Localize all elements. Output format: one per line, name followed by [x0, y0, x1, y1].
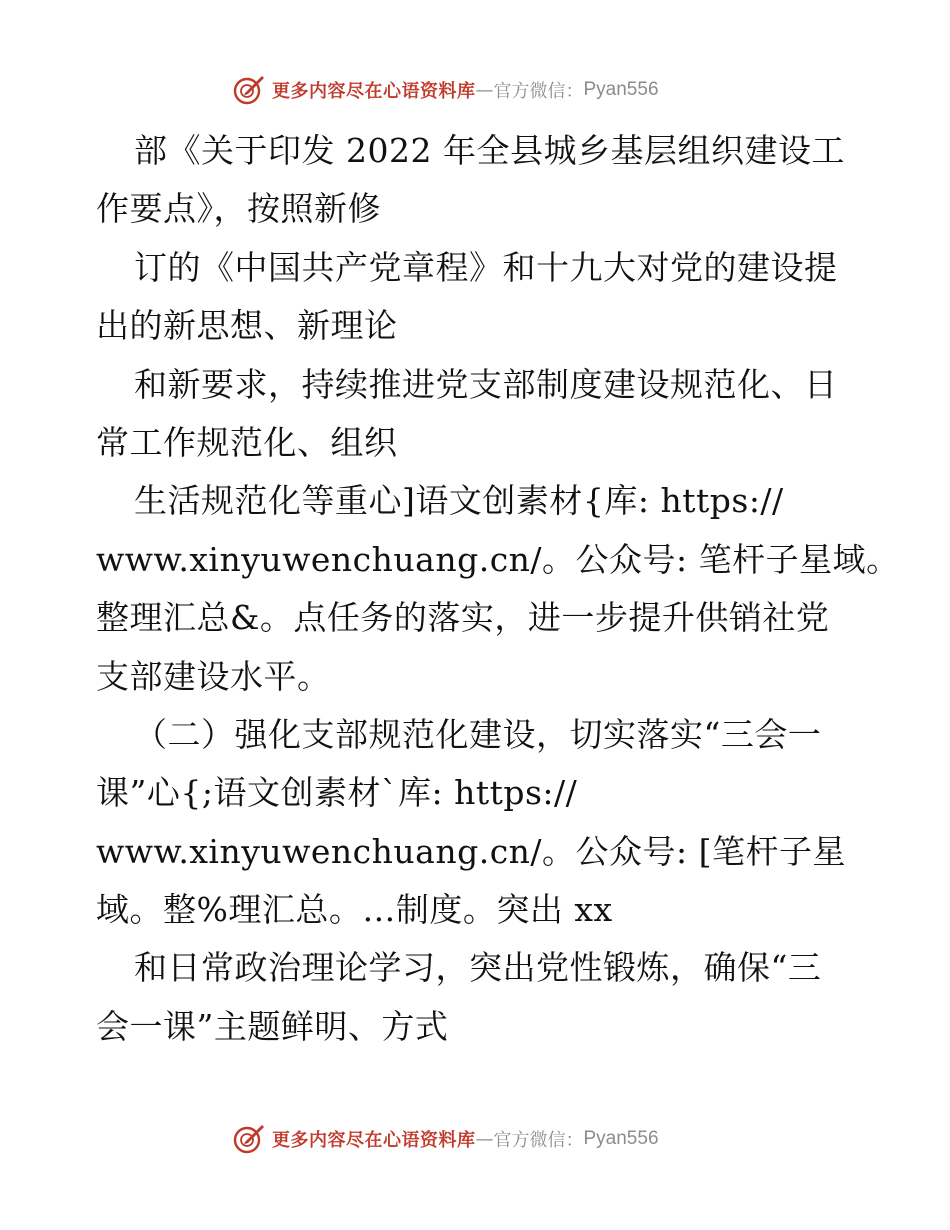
- text-line: 支部建设水平。: [96, 656, 331, 696]
- text-line: 和新要求，持续推进党支部制度建设规范化、日: [134, 364, 838, 404]
- document-body: [96, 122, 900, 1056]
- text-line: 课”心{;语文创素材`库: https://: [96, 773, 578, 813]
- footer-official-label: 官方微信：: [493, 1130, 584, 1151]
- header-separator: —: [475, 79, 494, 101]
- text-line: 出的新思想、新理论: [96, 306, 398, 346]
- header-brand-text: 更多内容尽在心语资料库: [272, 81, 476, 102]
- text-line: 会一课”主题鲜明、方式: [96, 1006, 449, 1046]
- text-line: 域。整%理汇总。…制度。突出 xx: [96, 890, 613, 930]
- footer-watermark: [232, 1122, 659, 1156]
- header-watermark: [232, 73, 659, 107]
- text-line: www.xinyuwenchuang.cn/。公众号: 笔杆子星域。: [96, 539, 900, 579]
- text-line: 整理汇总&。点任务的落实，进一步提升供销社党: [96, 598, 830, 638]
- text-line: 和日常政治理论学习，突出党性锻炼，确保“三: [134, 948, 822, 988]
- footer-separator: —: [475, 1128, 494, 1150]
- quill-pen-logo-icon: [232, 1122, 266, 1156]
- text-line: 部《关于印发 2022 年全县城乡基层组织建设工: [134, 131, 845, 170]
- text-line: （二）强化支部规范化建设，切实落实“三会一: [134, 714, 822, 754]
- text-line: 订的《中国共产党章程》和十九大对党的建设提: [134, 247, 838, 287]
- quill-pen-logo-icon: [232, 73, 266, 107]
- footer-wechat-id: Pyan556: [583, 1128, 659, 1149]
- header-official-label: 官方微信：: [493, 81, 584, 102]
- header-wechat-id: Pyan556: [583, 79, 659, 100]
- text-line: 作要点》，按照新修: [96, 189, 381, 229]
- text-line: 常工作规范化、组织: [96, 422, 398, 462]
- text-line: 生活规范化等重心]语文创素材{库: https://: [134, 481, 784, 521]
- footer-brand-text: 更多内容尽在心语资料库: [272, 1130, 476, 1151]
- text-line: www.xinyuwenchuang.cn/。公众号: [笔杆子星: [96, 831, 847, 871]
